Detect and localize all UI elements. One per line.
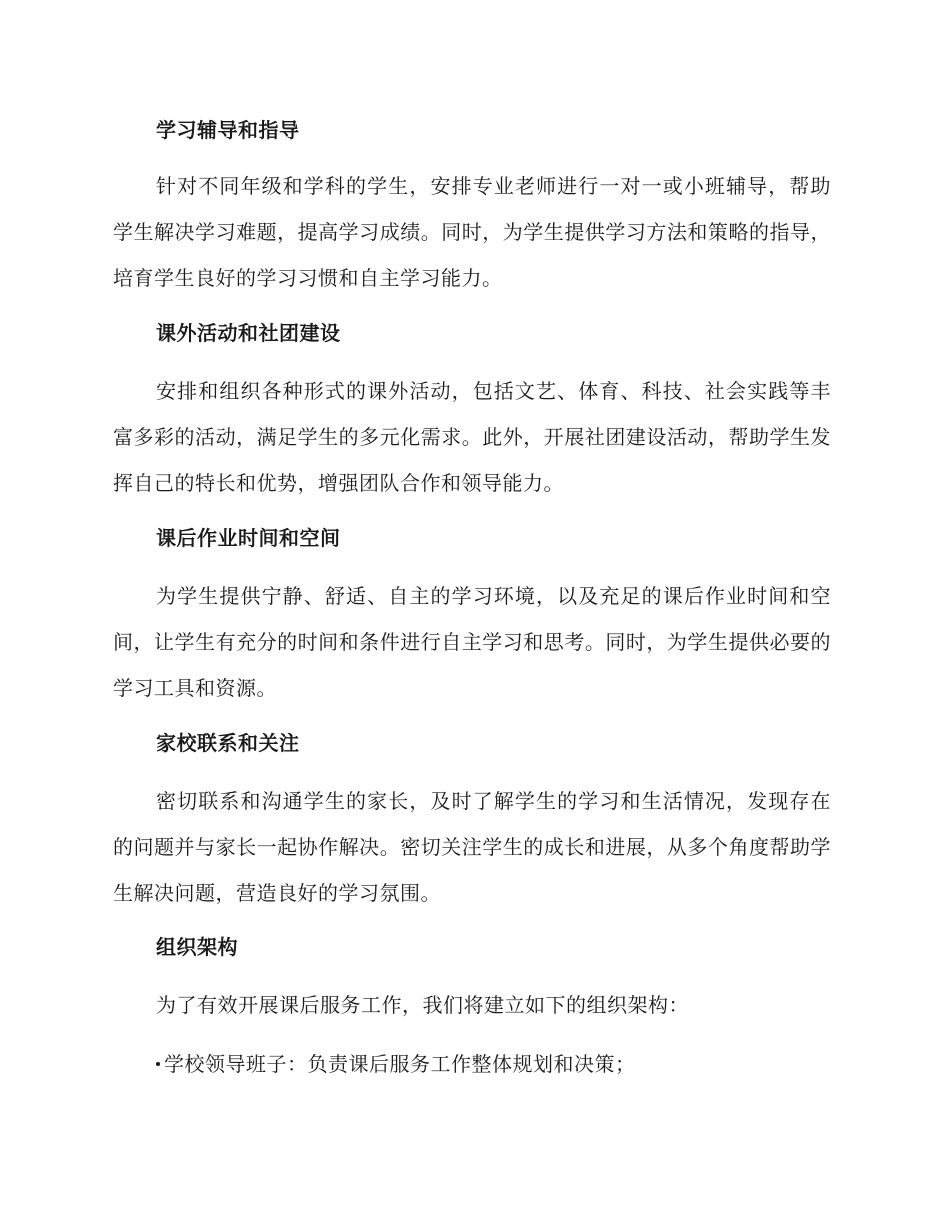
section-body-home-school: 密切联系和沟通学生的家长，及时了解学生的学习和生活情况，发现存在的问题并与家长一起协作解决。密切关注学生的成长和进展，从多个角度帮助学生解决问题，营造良好的学习氛围。 bbox=[113, 789, 831, 905]
section-heading-organization: 组织架构 bbox=[156, 935, 238, 959]
section-body-homework: 为学生提供宁静、舒适、自主的学习环境，以及充足的课后作业时间和空间，让学生有充分的时间和条件进行自主学习和思考。同时，为学生提供必要的学习工具和资源。 bbox=[113, 584, 831, 700]
section-body-activities: 安排和组织各种形式的课外活动，包括文艺、体育、科技、社会实践等丰富多彩的活动，满足学生的多元化需求。此外，开展社团建设活动，帮助学生发挥自己的特长和优势，增强团队合作和领导能力。 bbox=[113, 379, 831, 495]
section-heading-homework: 课后作业时间和空间 bbox=[156, 526, 341, 550]
bullet-dot-icon bbox=[156, 1062, 160, 1066]
section-body-organization: 为了有效开展课后服务工作，我们将建立如下的组织架构： bbox=[156, 993, 689, 1017]
section-heading-tutoring: 学习辅导和指导 bbox=[156, 118, 300, 142]
section-body-tutoring: 针对不同年级和学科的学生，安排专业老师进行一对一或小班辅导，帮助学生解决学习难题，提高学习成绩。同时，为学生提供学习方法和策略的指导，培育学生良好的学习习惯和自主学习能力。 bbox=[113, 174, 831, 290]
section-heading-home-school: 家校联系和关注 bbox=[156, 731, 300, 755]
section-heading-activities: 课外活动和社团建设 bbox=[156, 321, 341, 345]
list-item bbox=[156, 1049, 636, 1079]
list-item-text: 学校领导班子：负责课后服务工作整体规划和决策； bbox=[164, 1052, 636, 1076]
